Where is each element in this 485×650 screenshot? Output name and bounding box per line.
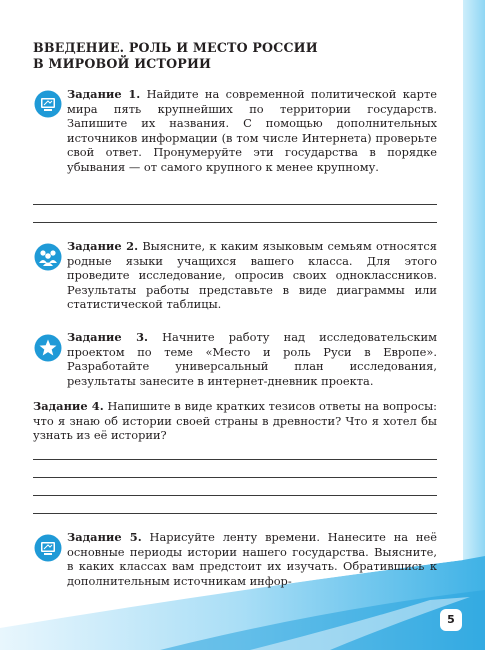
task-1	[67, 87, 437, 175]
task-2-text: Выясните, к каким языковым семьям относятся родные языки учащихся вашего класса. Для этого проведите исследование, опросив своих одноклассников. Результаты работы представьте в виде диаграммы или статистической таблицы.	[67, 239, 437, 312]
heading-line-2: В МИРОВОЙ ИСТОРИИ	[33, 56, 212, 71]
task-1-text: Найдите на современной политической карте мира пять крупнейших по территории государств. Запишите их названия. С помощью дополнительных источников информации (в том числе Интернета) проверьте свой ответ. Пронумеруйте эти государства в порядке убывания — от самого крупного к менее крупному.	[67, 87, 437, 174]
task-4	[33, 399, 437, 443]
task-2	[67, 239, 437, 312]
project-star-icon	[34, 334, 62, 362]
answer-line	[33, 513, 437, 514]
computer-icon	[34, 534, 62, 562]
task-4-label: Задание 4.	[33, 399, 104, 413]
task-5	[67, 530, 437, 588]
answer-line	[33, 459, 437, 460]
task-1-label: Задание 1.	[67, 87, 141, 101]
page-number: 5	[440, 609, 462, 631]
heading-line-1: ВВЕДЕНИЕ. РОЛЬ И МЕСТО РОССИИ	[33, 40, 318, 55]
section-heading	[33, 40, 433, 72]
task-3-label: Задание 3.	[67, 330, 148, 344]
group-work-icon	[34, 243, 62, 271]
task-2-label: Задание 2.	[67, 239, 139, 253]
task-5-text: Нарисуйте ленту времени. Нанесите на неё основные периоды истории нашего государства. Выясните, в каких классах вам предстоит их изучать. Обратившись к дополнительным источникам инфор-	[67, 530, 437, 588]
task-3	[67, 330, 437, 388]
answer-line	[33, 222, 437, 223]
computer-icon	[34, 90, 62, 118]
answer-line	[33, 495, 437, 496]
answer-line	[33, 204, 437, 205]
task-3-text: Начните работу над исследовательским проектом по теме «Место и роль Руси в Европе». Разработайте универсальный план исследования, результаты занесите в интернет-дневник проекта.	[67, 330, 437, 388]
task-5-label: Задание 5.	[67, 530, 142, 544]
answer-line	[33, 477, 437, 478]
task-4-text: Напишите в виде кратких тезисов ответы на вопросы: что я знаю об истории своей страны в древности? Что я хотел бы узнать из её истории?	[33, 399, 437, 443]
